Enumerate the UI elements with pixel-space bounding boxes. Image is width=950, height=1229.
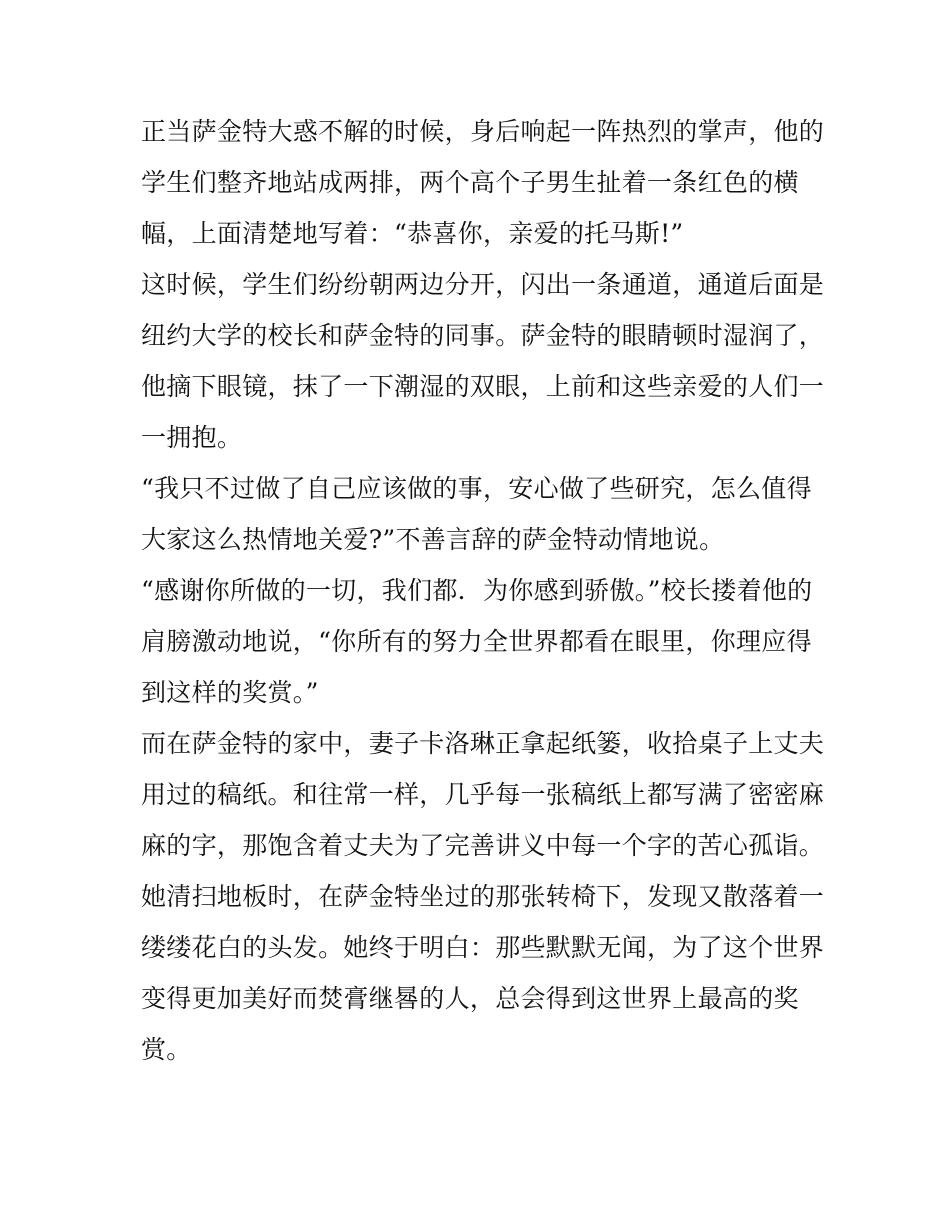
text-line: 到这样的奖赏。” — [141, 678, 319, 707]
text-line: “感谢你所做的一切，我们都．为你感到骄傲。”校长搂着他的 — [141, 576, 813, 605]
text-line: 而在萨金特的家中，妻子卡洛琳正拿起纸篓，收拾桌子上丈夫 — [141, 729, 825, 758]
text-line: 麻的字，那饱含着丈夫为了完善讲义中每一个字的苦心孤诣。 — [141, 831, 825, 860]
text-line: 赏。 — [141, 1035, 192, 1064]
text-line: 他摘下眼镜，抹了一下潮湿的双眼，上前和这些亲爱的人们一 — [141, 372, 825, 401]
text-line: 纽约大学的校长和萨金特的同事。萨金特的眼睛顿时湿润了， — [141, 321, 825, 350]
text-line: 正当萨金特大惑不解的时候，身后响起一阵热烈的掌声，他的 — [141, 117, 825, 146]
text-line: 肩膀激动地说，“你所有的努力全世界都看在眼里，你理应得 — [141, 627, 812, 656]
text-line: “我只不过做了自己应该做的事，安心做了些研究，怎么值得 — [141, 474, 812, 503]
text-line: 她清扫地板时，在萨金特坐过的那张转椅下，发现又散落着一 — [141, 882, 825, 911]
body-text — [141, 106, 825, 1075]
text-line: 学生们整齐地站成两排，两个高个子男生扯着一条红色的横 — [141, 168, 799, 197]
text-line: 这时候，学生们纷纷朝两边分开，闪出一条通道，通道后面是 — [141, 270, 825, 299]
text-line: 缕缕花白的头发。她终于明白：那些默默无闻，为了这个世界 — [141, 933, 825, 962]
text-line: 大家这么热情地关爱?”不善言辞的萨金特动情地说。 — [141, 525, 725, 554]
text-line: 变得更加美好而焚膏继晷的人，总会得到这世界上最高的奖 — [141, 984, 799, 1013]
text-line: 一拥抱。 — [141, 423, 243, 452]
text-line: 幅，上面清楚地写着：“恭喜你，亲爱的托马斯!” — [141, 219, 684, 248]
text-line: 用过的稿纸。和往常一样，几乎每一张稿纸上都写满了密密麻 — [141, 780, 825, 809]
